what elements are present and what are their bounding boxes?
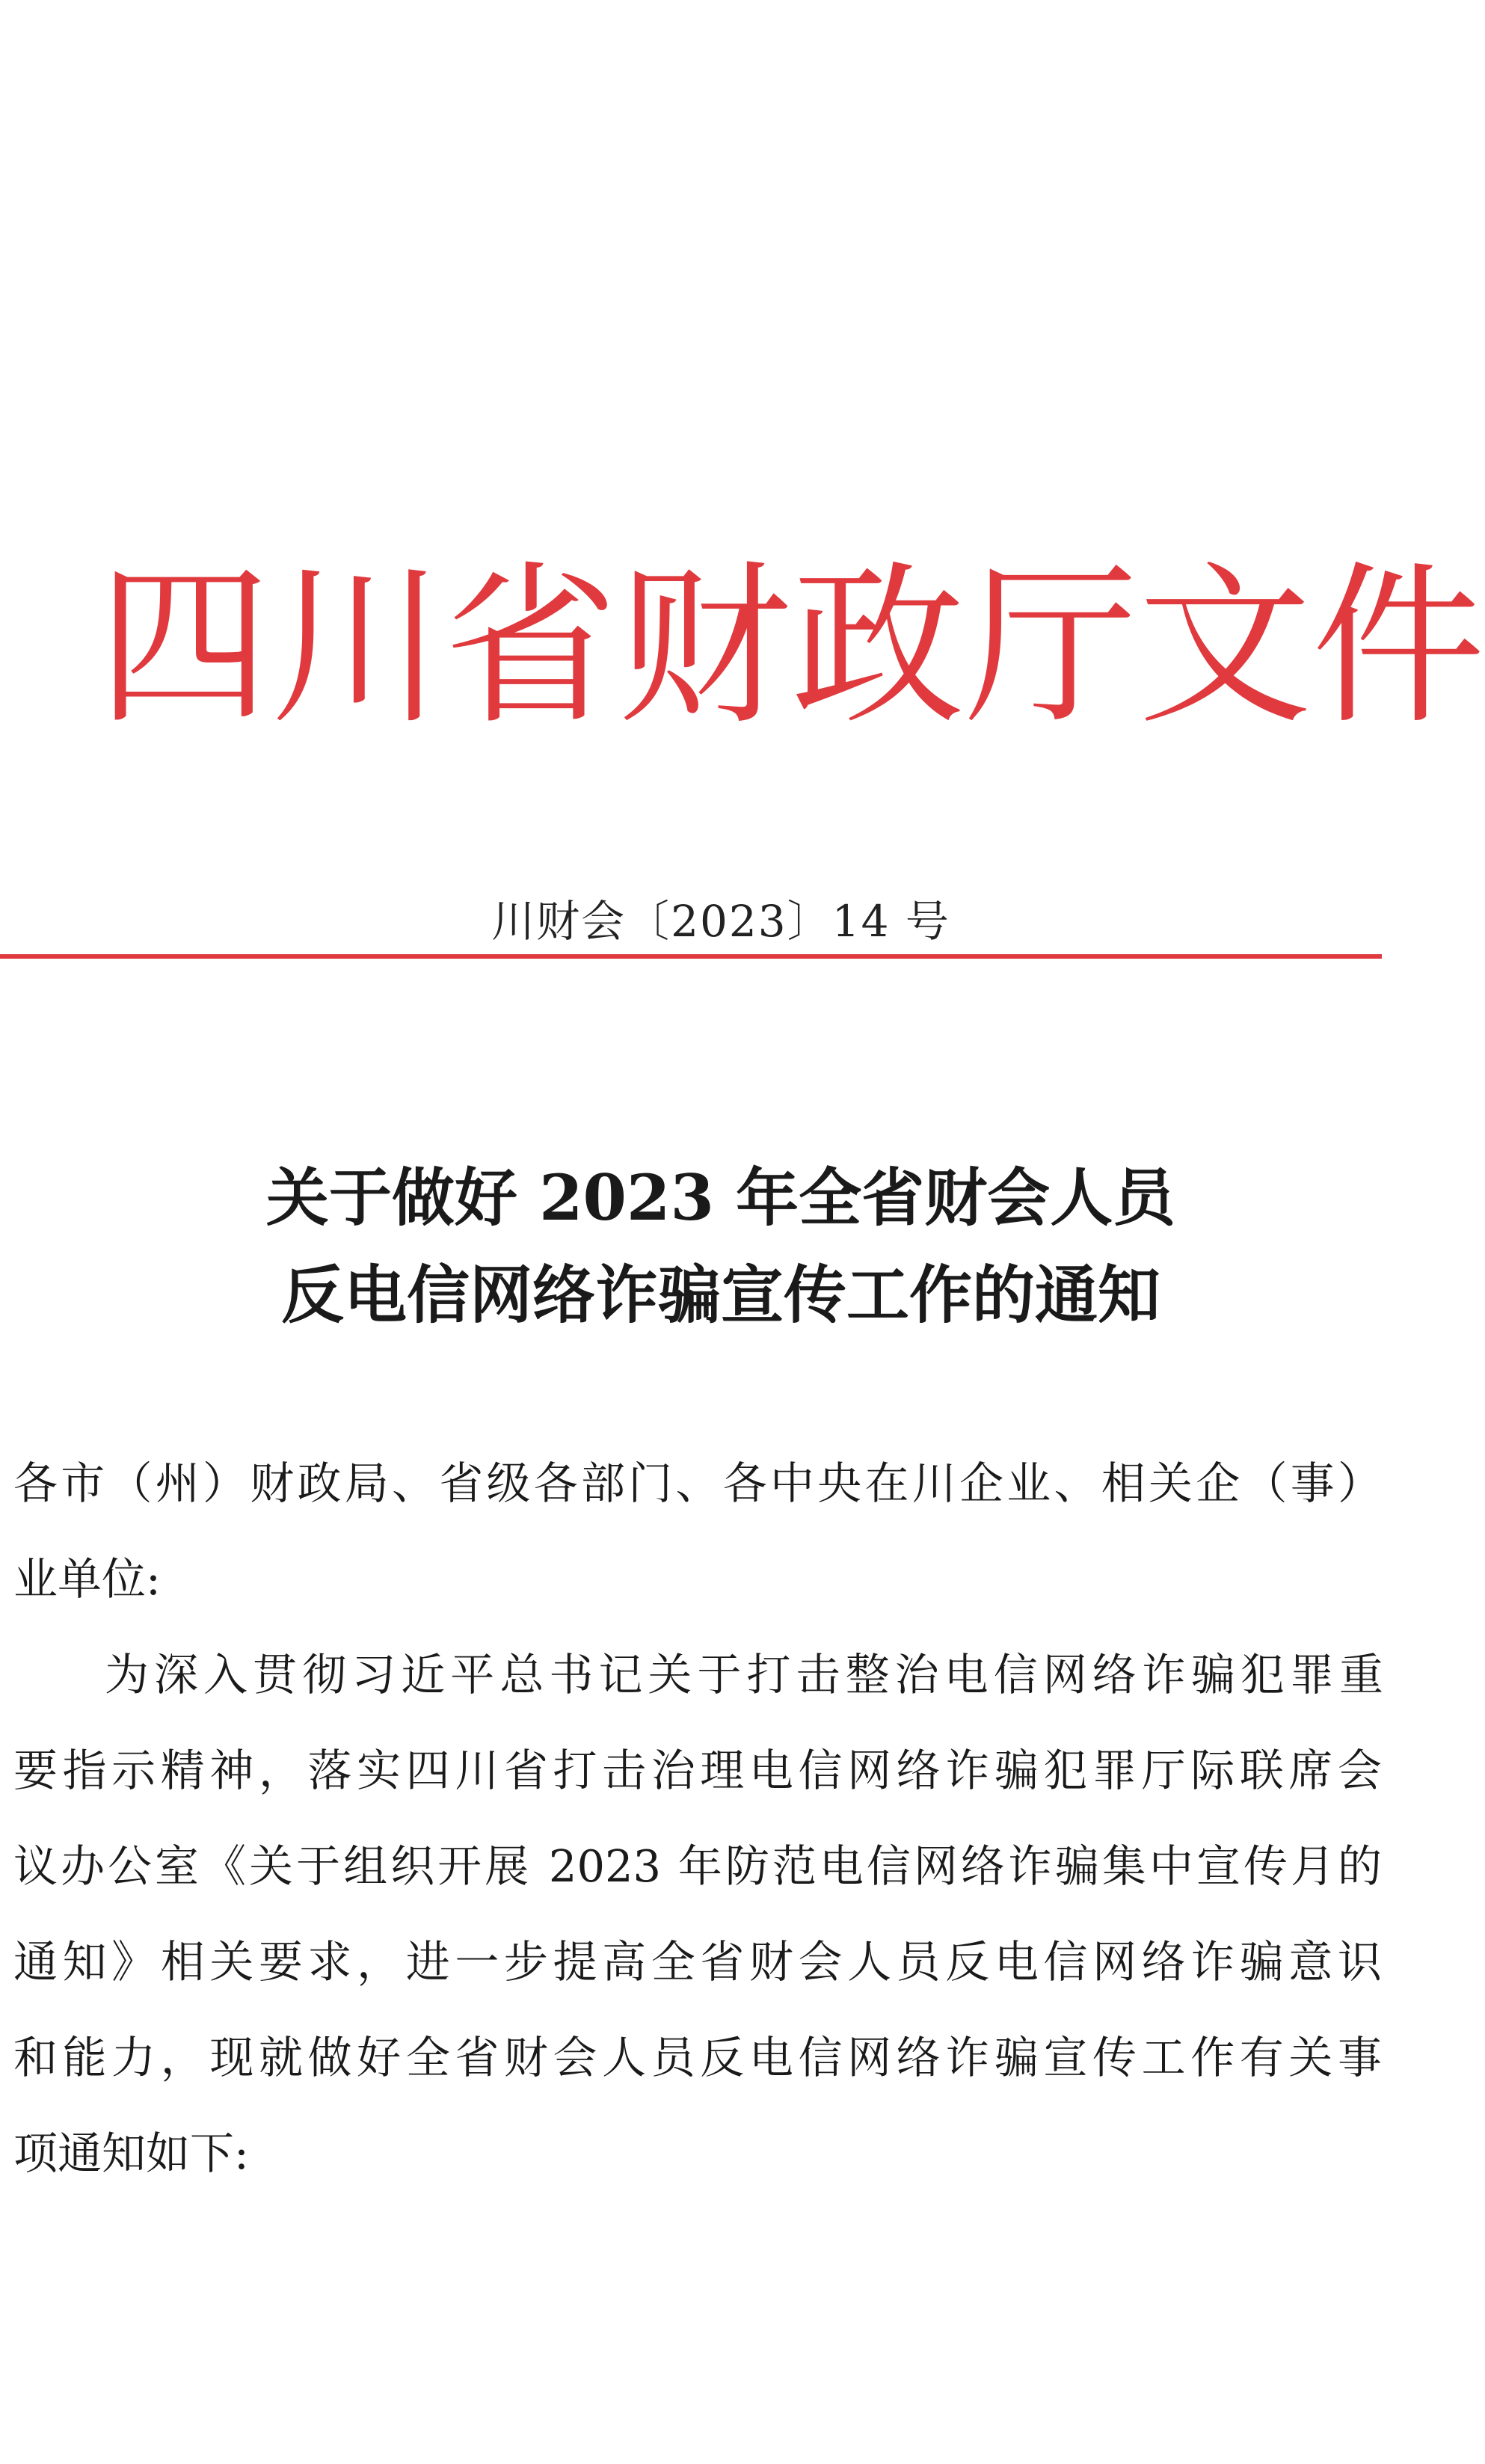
header-char: 省 (444, 546, 618, 748)
paragraph-line: 为深入贯彻习近平总书记关于打击整治电信网络诈骗犯罪重 (105, 1649, 1383, 1700)
paragraph-line: 议办公室《关于组织开展 2023 年防范电信网络诈骗集中宣传月的 (13, 1840, 1382, 1892)
header-char: 财 (618, 546, 792, 748)
header-char: 四 (97, 546, 271, 748)
paragraph-line: 通知》相关要求，进一步提高全省财会人员反电信网络诈骗意识 (13, 1936, 1382, 1988)
header-char: 川 (271, 546, 445, 748)
addressee-line-2: 业单位: (13, 1553, 161, 1605)
document-number: 川财会〔2023〕14 号 (491, 896, 950, 947)
header-char: 政 (791, 546, 965, 748)
header-char: 件 (1312, 546, 1485, 748)
paragraph-line: 和能力，现就做好全省财会人员反电信网络诈骗宣传工作有关事 (13, 2032, 1382, 2083)
paragraph-line: 要指示精神，落实四川省打击治理电信网络诈骗犯罪厅际联席会 (13, 1745, 1382, 1796)
addressee-line-1: 各市（州）财政局、省级各部门、各中央在川企业、相关企（事） (13, 1457, 1382, 1509)
header-char: 文 (1138, 546, 1312, 748)
red-divider-line (0, 954, 1382, 959)
red-header-title (97, 546, 1485, 748)
paragraph-line: 项通知如下: (13, 2127, 249, 2179)
header-char: 厅 (965, 546, 1139, 748)
notice-title-line-1: 关于做好 2023 年全省财会人员 (265, 1161, 1176, 1235)
notice-title-line-2: 反电信网络诈骗宣传工作的通知 (280, 1258, 1160, 1332)
